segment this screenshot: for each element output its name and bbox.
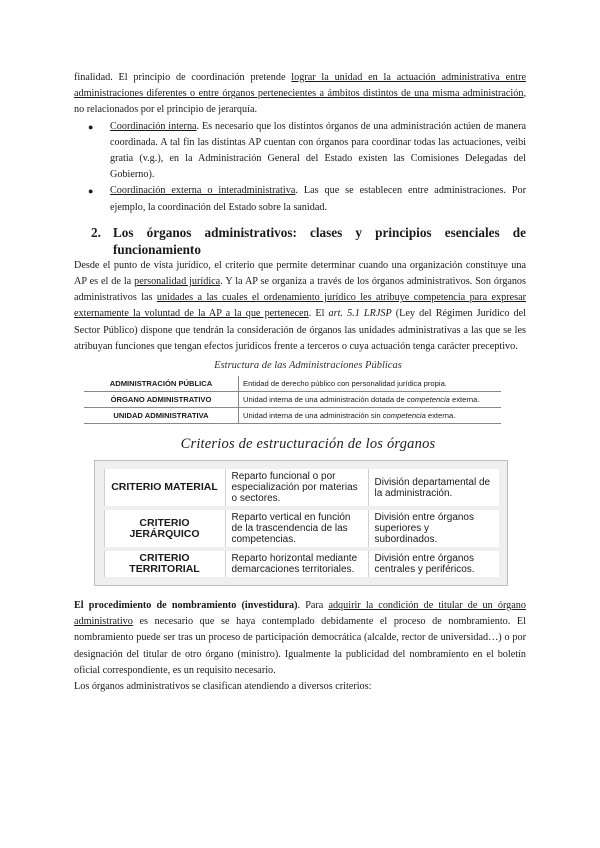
table-row <box>84 376 501 392</box>
criterion-division: División entre órganos centrales y periféricos. <box>368 551 499 577</box>
section-heading: 2. Los órganos administrativos: clases y principios esenciales de funcionamiento <box>91 224 526 257</box>
table-row <box>84 392 501 408</box>
table-row <box>84 408 501 424</box>
table-row <box>104 469 499 506</box>
criterion-label: CRITERIO TERRITORIAL <box>104 551 225 577</box>
criteria-table <box>104 465 499 581</box>
section-paragraph: Desde el punto de vista jurídico, el criterio que permite determinar cuando una organización constituye una AP es el de la personalidad jurídica. Y la AP se organiza a través de los órganos administrativos. Son órganos administrativos las unidades a las cuales el ordenamiento jurídico les atribuye competencia para expresar externamente la voluntad de la AP a la que pertenecen. El art. 5.1 LRJSP (Ley del Régimen Jurídico del Sector Público) dispone que tendrán la consideración de órganos las unidades administrativas a las que se les atribuyan funciones que tengan efectos jurídicos frente a terceros o cuya actuación tenga carácter preceptivo. <box>74 259 526 352</box>
table-term: ADMINISTRACIÓN PÚBLICA <box>84 376 239 392</box>
table-definition: Unidad interna de una administración dotada de competencia externa. <box>239 392 502 408</box>
document-page <box>74 70 526 695</box>
table-definition: Entidad de derecho público con personalidad jurídica propia. <box>239 376 502 392</box>
table-row <box>104 510 499 547</box>
underlined-definition: lograr la unidad en la actuación administrativa entre administraciones diferentes o entre órganos pertenecientes a ámbitos distintos de una misma administración <box>74 72 526 100</box>
criteria-figure <box>94 460 508 586</box>
criterion-division: División departamental de la administración. <box>368 469 499 506</box>
bullet-icon: ● <box>88 186 94 197</box>
criterion-distribution: Reparto funcional o por especialización por materias o sectores. <box>225 469 368 506</box>
list-item: ● Coordinación externa o interadministrativa. Las que se establecen entre administraciones. Por ejemplo, la coordinación del Estado sobre la sanidad. <box>88 185 526 213</box>
intro-paragraph: finalidad. El principio de coordinación pretende lograr la unidad en la actuación administrativa entre administraciones diferentes o entre órganos pertenecientes a ámbitos distintos de una misma administración, no relacionados por el principio de jerarquía. <box>74 72 526 116</box>
criterion-distribution: Reparto horizontal mediante demarcaciones territoriales. <box>225 551 368 577</box>
table-definition: Unidad interna de una administración sin competencia externa. <box>239 408 502 424</box>
criterion-label: CRITERIO JERÁRQUICO <box>104 510 225 547</box>
criterion-division: División entre órganos superiores y subordinados. <box>368 510 499 547</box>
table-term: UNIDAD ADMINISTRATIVA <box>84 408 239 424</box>
figure-title: Estructura de las Administraciones Públicas <box>214 360 402 372</box>
criterion-label: CRITERIO MATERIAL <box>104 469 225 506</box>
criterion-distribution: Reparto vertical en función de la trascendencia de las competencias. <box>225 510 368 547</box>
nombramiento-paragraph: El procedimiento de nombramiento (investidura). Para adquirir la condición de titular de un órgano administrativo es necesario que se haya contemplado debidamente el proceso de nombramiento. El nombramiento puede ser tras un proceso de participación democrática (alcalde, rector de universidad…) o por designación del titular de otro órgano (ministro). Igualmente la publicidad del nombramiento en el boletín oficial correspondiente, es un requisito necesario. <box>74 600 526 676</box>
classification-paragraph: Los órganos administrativos se clasifican atendiendo a diversos criterios: <box>74 681 372 693</box>
table-term: ÓRGANO ADMINISTRATIVO <box>84 392 239 408</box>
list-item: ● Coordinación interna. Es necesario que los distintos órganos de una administración actúen de manera coordinada. A tal fin las distintas AP cuentan con órganos para coordinar todas las actuaciones, veibi gratia (v.g.), en la Administración General del Estado existen las Comisiones Delegadas del Gobierno). <box>88 120 526 181</box>
bullet-icon: ● <box>88 121 94 132</box>
structure-table <box>84 376 501 424</box>
table-row <box>104 551 499 577</box>
coordination-list <box>74 119 526 216</box>
figure-title: Criterios de estructuración de los órganos <box>180 436 436 453</box>
